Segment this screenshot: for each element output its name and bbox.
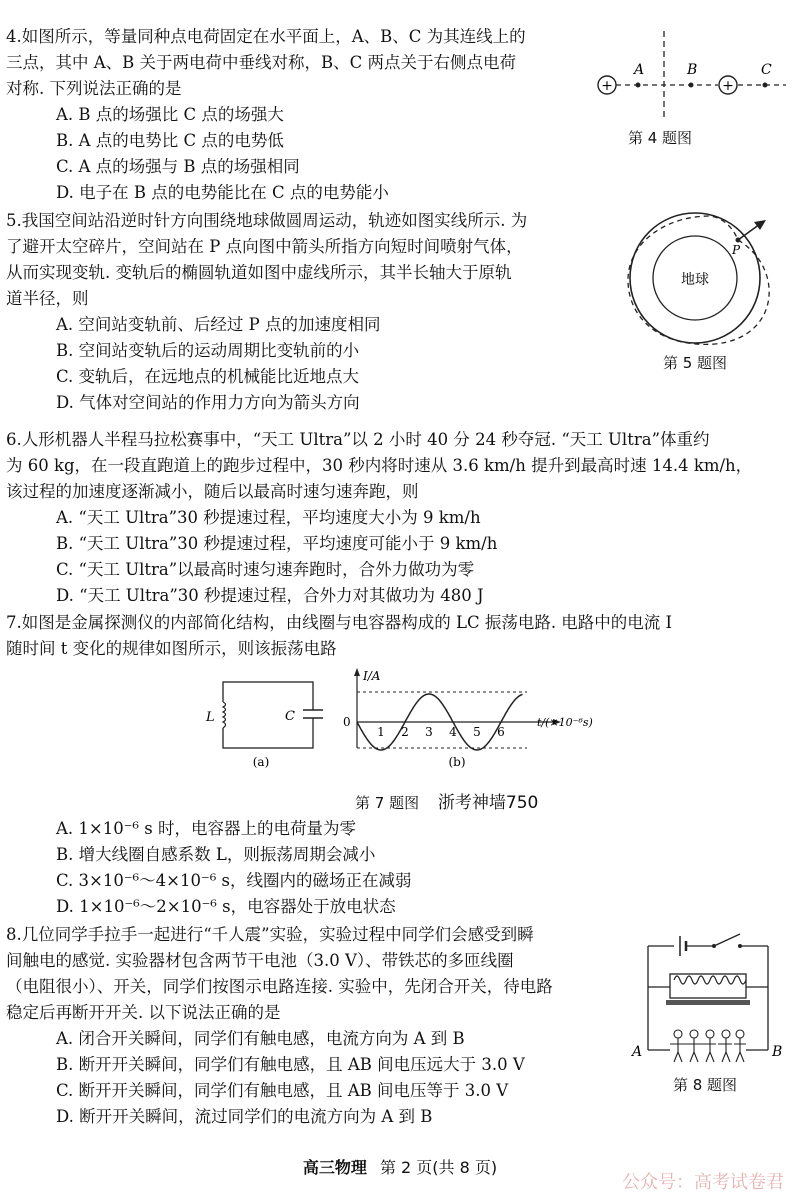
current-axis-label: I/A	[363, 669, 381, 683]
charge-right-sign: +	[722, 78, 734, 94]
orbit-diagram	[620, 208, 795, 348]
tick-5: 5	[473, 725, 481, 739]
point-a-label: A	[634, 62, 645, 78]
tick-6: 6	[497, 725, 505, 739]
question-7	[6, 610, 794, 662]
footer-page: 第 2 页(共 8 页)	[379, 1158, 498, 1177]
origin-label: 0	[343, 715, 351, 729]
q6-option-d: D. “天工 Ultra”30 秒提速过程，合外力对其做功为 480 J	[56, 586, 484, 605]
charges-diagram	[590, 28, 790, 123]
inductor-label: L	[206, 710, 215, 725]
terminal-a-label: A	[632, 1044, 643, 1060]
q6-option-c: C. “天工 Ultra”以最高时速匀速奔跑时，合外力做功为零	[56, 560, 475, 579]
q7-option-b: B. 增大线圈自感系数 L，则振荡周期会减小	[56, 845, 376, 864]
question-7-options	[6, 816, 794, 920]
earth-label: 地球	[681, 272, 709, 288]
question-5-stem: 5.我国空间站沿逆时针方向围绕地球做圆周运动，轨迹如图实线所示. 为 了避开太空碎片，空间站在 P 点向图中箭头所指方向短时间喷射气体， 从而实现变轨. 变轨后的椭圆轨道如图中虚线所示，其半长轴大于原轨 道半径，则	[6, 211, 528, 308]
q8-option-c: C. 断开开关瞬间，同学们有触电感，且 AB 间电压等于 3.0 V	[56, 1081, 509, 1100]
q7-option-c: C. 3×10⁻⁶～4×10⁻⁶ s，线圈内的磁场正在减弱	[56, 871, 412, 890]
tick-2: 2	[401, 725, 409, 739]
footer-subject: 高三物理	[302, 1158, 367, 1177]
tick-1: 1	[377, 725, 385, 739]
figure-5-caption: 第 5 题图	[662, 354, 728, 372]
q4-option-d: D. 电子在 B 点的电势能比在 C 点的电势能小	[56, 183, 389, 202]
q5-option-b: B. 空间站变轨后的运动周期比变轨前的小	[56, 341, 360, 360]
question-6	[6, 427, 794, 609]
human-shock-circuit	[630, 922, 790, 1070]
students-icon	[670, 1030, 746, 1062]
q8-option-d: D. 断开开关瞬间，流过同学们的电流方向为 A 到 B	[56, 1107, 433, 1126]
q5-option-c: C. 变轨后，在远地点的机械能比近地点大	[56, 367, 360, 386]
figure-7	[195, 668, 615, 813]
watermark: 公众号：高考试卷君	[622, 1172, 784, 1193]
tick-4: 4	[449, 725, 457, 739]
q7-option-a: A. 1×10⁻⁶ s 时，电容器上的电荷量为零	[56, 819, 357, 838]
q6-option-a: A. “天工 Ultra”30 秒提速过程，平均速度大小为 9 km/h	[56, 508, 481, 527]
terminal-b-label: B	[772, 1044, 783, 1060]
charge-left-sign: +	[601, 78, 613, 94]
figure-7b-label: (b)	[448, 755, 466, 769]
figure-4-caption: 第 4 题图	[627, 129, 693, 147]
q8-option-a: A. 闭合开关瞬间，同学们有触电感，电流方向为 A 到 B	[56, 1029, 465, 1048]
capacitor-label: C	[285, 709, 295, 724]
question-4-stem: 4.如图所示，等量同种点电荷固定在水平面上，A、B、C 为其连线上的 三点，其中 A、B 关于两电荷中垂线对称，B、C 两点关于右侧点电荷 对称. 下列说法正确的是	[6, 27, 526, 98]
figure-8-caption: 第 8 题图	[672, 1076, 738, 1094]
figure-8	[630, 922, 790, 1102]
q7-option-d: D. 1×10⁻⁶～2×10⁻⁶ s，电容器处于放电状态	[56, 897, 396, 916]
tick-3: 3	[425, 725, 433, 739]
figure-7-stamp: 浙考神墙750	[437, 793, 539, 813]
q4-option-c: C. A 点的场强与 B 点的场强相同	[56, 157, 300, 176]
figure-5	[620, 208, 795, 373]
q4-option-b: B. A 点的电势比 C 点的电势低	[56, 131, 284, 150]
lc-circuit-diagram	[195, 668, 615, 776]
q4-option-a: A. B 点的场强比 C 点的场强大	[56, 105, 284, 124]
q6-option-b: B. “天工 Ultra”30 秒提速过程，平均速度可能小于 9 km/h	[56, 534, 498, 553]
figure-4	[590, 28, 790, 153]
point-p-label: P	[732, 243, 741, 257]
time-axis-label: t/(×10⁻⁶s)	[537, 716, 593, 729]
q8-option-b: B. 断开开关瞬间，同学们有触电感，且 AB 间电压远大于 3.0 V	[56, 1055, 525, 1074]
question-7-stem: 7.如图是金属探测仪的内部简化结构，由线圈与电容器构成的 LC 振荡电路. 电路中的电流 I 随时间 t 变化的规律如图所示，则该振荡电路	[6, 613, 673, 658]
figure-7-caption: 第 7 题图	[355, 794, 420, 812]
q5-option-a: A. 空间站变轨前、后经过 P 点的加速度相同	[56, 315, 381, 334]
question-6-stem: 6.人形机器人半程马拉松赛事中，“天工 Ultra”以 2 小时 40 分 24 秒夺冠. “天工 Ultra”体重约 为 60 kg，在一段直跑道上的跑步过程中，30 秒内将时速从 3.6 km/h 提升到最高时速 14.4 km/h， 该过程的加速度逐渐减小，随后以最高时速匀速奔跑，则	[6, 430, 753, 501]
q5-option-d: D. 气体对空间站的作用力方向为箭头方向	[56, 393, 360, 412]
figure-7a-label: (a)	[252, 755, 270, 769]
question-8-stem: 8.几位同学手拉手一起进行“千人震”实验，实验过程中同学们会感受到瞬 间触电的感觉. 实验器材包含两节干电池（3.0 V）、带铁芯的多匝线圈 （电阻很小）、开关，同学们按图示电路连接. 实验中，先闭合开关，待电路 稳定后再断开开关. 以下说法正确的是	[6, 925, 553, 1022]
point-c-label: C	[761, 62, 772, 78]
point-b-label: B	[687, 62, 698, 78]
